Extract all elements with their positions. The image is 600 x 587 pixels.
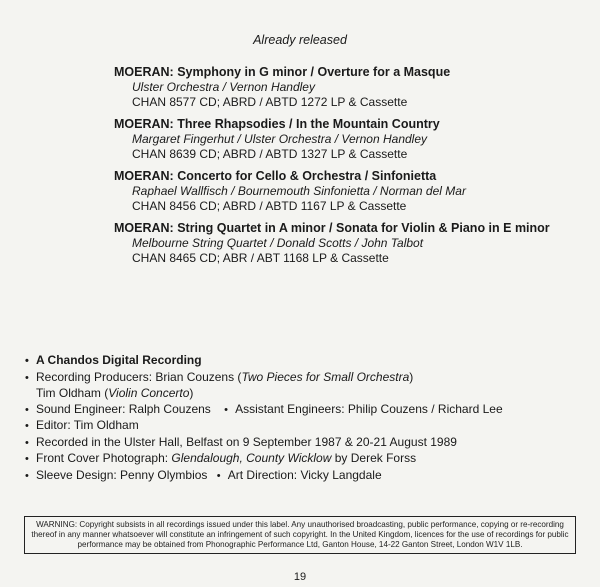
credit-engineers [25,402,590,419]
credit-text: Assistant Engineers: Philip Couzens / Richard Lee [235,401,503,416]
release-catalogue: CHAN 8577 CD; ABRD / ABTD 1272 LP & Cassette [132,95,408,109]
credit-text: Tim Oldham ( [36,386,109,400]
bullet-icon: • [25,420,29,432]
copyright-warning-box: WARNING: Copyright subsists in all recordings issued under this label. Any unauthorised broadcasting, public performance, copying or re-recording thereof in any manner whatsoever will constitute an infringement of such copyright. In the United Kingdom, licences for the use of recordings for public performance may be obtained from Phonographic Performance Ltd, Ganton House, 14-22 Ganton Street, London W1V 1LB. [24,516,576,554]
already-released-heading: Already released [253,33,347,47]
credit-editor [25,418,590,435]
bullet-icon: • [25,403,29,416]
release-artists: Melbourne String Quartet / Donald Scotts / John Talbot [132,236,424,250]
bullet-icon: • [216,469,221,482]
bullet-icon: • [25,371,29,384]
credit-producers-continued [25,386,590,402]
credit-text: Recording Producers: Brian Couzens ( [36,369,242,384]
release-item [114,168,584,214]
credit-work-title: Two Pieces for Small Orchestra [241,369,410,384]
release-title: MOERAN: String Quartet in A minor / Sonata for Violin & Piano in E minor [114,221,550,235]
release-artists: Raphael Wallfisch / Bournemouth Sinfonietta / Norman del Mar [132,184,466,198]
release-item [114,116,584,162]
credit-text: ) [189,386,194,400]
release-title: MOERAN: Concerto for Cello & Orchestra / Sinfonietta [114,169,437,183]
release-title: MOERAN: Three Rhapsodies / In the Mountain Country [114,117,440,131]
credit-text: ) [409,369,414,384]
release-list [114,64,584,272]
release-artists: Margaret Fingerhut / Ulster Orchestra / Vernon Handley [132,132,428,146]
credit-text: Sound Engineer: Ralph Couzens [36,401,211,416]
release-catalogue: CHAN 8456 CD; ABRD / ABTD 1167 LP & Cassette [132,199,407,213]
credit-recorded [25,435,590,452]
release-catalogue: CHAN 8639 CD; ABRD / ABTD 1327 LP & Cassette [132,147,408,161]
credit-text: Editor: Tim Oldham [36,418,139,432]
credit-text: Recorded in the Ulster Hall, Belfast on 9 September 1987 & 20-21 August 1989 [36,434,457,449]
release-artists: Ulster Orchestra / Vernon Handley [132,80,315,94]
credit-work-title: Violin Concerto [108,386,190,400]
release-title: MOERAN: Symphony in G minor / Overture for a Masque [114,65,451,79]
bullet-icon: • [25,453,29,465]
credit-text: Art Direction: Vicky Langdale [227,467,382,482]
page-number: 19 [293,571,307,583]
credit-producers [25,370,590,387]
credit-text: Sleeve Design: Penny Olymbios [36,467,208,482]
credit-text: A Chandos Digital Recording [36,353,202,367]
credit-cover-photo [25,451,590,468]
release-catalogue: CHAN 8465 CD; ABR / ABT 1168 LP & Cassette [132,251,389,265]
recording-credits [25,353,590,484]
credit-cover-title: Glendalough, County Wicklow [171,451,332,465]
release-item [114,64,584,110]
bullet-icon: • [25,469,29,482]
bullet-icon: • [25,355,29,367]
bullet-icon: • [224,403,228,416]
credit-text: by Derek Forss [331,451,417,465]
credit-digital-recording [25,353,590,370]
credit-text: Front Cover Photograph: [36,451,172,465]
credit-design [25,468,590,485]
bullet-icon: • [25,436,29,449]
release-item [114,220,584,266]
